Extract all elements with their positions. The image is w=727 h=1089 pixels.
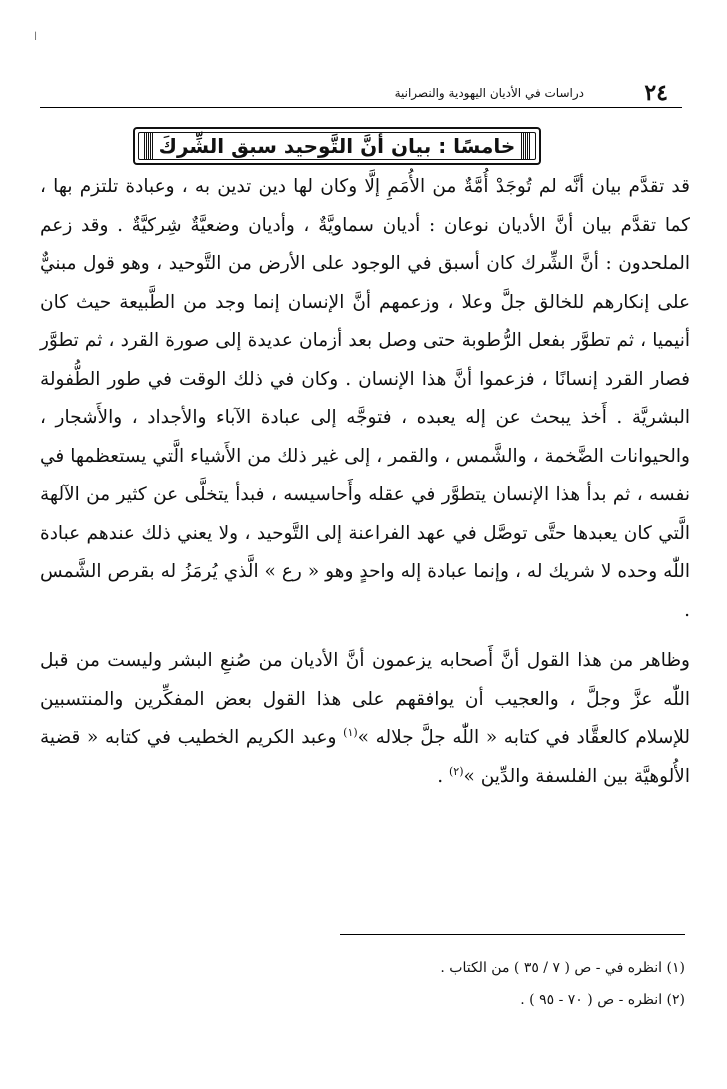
footnote-1: (١) انظره في - ص ( ٧ / ٣٥ ) من الكتاب . — [440, 960, 685, 976]
stray-mark: ا — [34, 30, 38, 43]
body-text — [40, 168, 690, 796]
decorative-bar-right — [521, 133, 530, 159]
decorative-bar-left — [144, 133, 153, 159]
footnote-ref-1: (١) — [343, 725, 358, 739]
section-heading-box — [133, 127, 541, 165]
paragraph-1: قد تقدَّم بيان أنَّه لم تُوجَدْ أُمَّةٌ من الأُمَمِ إلَّا وكان لها دين تدين به ، وعبادة تلتزم بها ، كما تقدَّم بيان أنَّ الأديان نوعان : أديان سماويَّةٌ ، وأديان وضعيَّةٌ شِركيَّةٌ . وقد زعم الملحدون : أنَّ الشِّرك كان أسبق في الوجود على الأرض من التَّوحيد ، وهو قول مبنيٌّ على إنكارهم للخالق جلَّ وعلا ، وزعمهم أنَّ الإنسان إنما وجد من الطَّبيعة حيث كان أنيميا ، ثم تطوَّر بفعل الرُّطوبة حتى وصل بعد أزمان عديدة إلى صورة القرد ، ثم تطوَّر فصار القرد إنسانًا ، فزعموا أنَّ هذا الإنسان . وكان في ذلك الوقت في طور الطُّفولة البشريَّة . أَخذ يبحث عن إله يعبده ، فتوجَّه إلى عبادة الآباء والأجداد ، والأَشجار ، والحيوانات الضَّخمة ، والشَّمس ، والقمر ، إلى غير ذلك من الأَشياء الَّتي يستعظمها في نفسه ، ثم بدأ هذا الإنسان يتطوَّر في عقله وأَحاسيسه ، فبدأ يتخلَّى عن كثير من الآلهة الَّتي كان يعبدها حتَّى توصَّل في عهد الفراعنة إلى التَّوحيد ، ولا يعني ذلك عندهم عبادة اللّٰه وحده لا شريك له ، وإنما عبادة إله واحدٍ وهو « رع » الَّذي يُرمَزُ له بقرص الشَّمس . — [40, 176, 690, 621]
running-book-title: دراسات في الأديان اليهودية والنصرانية — [394, 86, 584, 100]
paragraph-2-end: . — [437, 765, 449, 787]
footnotes — [40, 952, 685, 1016]
paragraph-2-part-1: وظاهر من هذا القول أنَّ أَصحابه يزعمون أنَّ الأديان من صُنعِ البشر وليست من قبل اللّٰه عزَّ وجلَّ ، والعجيب أن يوافقهم على هذا القول بعض المفكِّرين والمنتسبين للإسلام كالعقَّاد في كتابه « اللّٰه جلَّ جلاله » — [40, 650, 690, 748]
footnote-2: (٢) انظره - ص ( ٧٠ - ٩٥ ) . — [520, 992, 685, 1008]
paragraph-2-part-2: وعبد الكريم الخطيب في كتابه « قضية الأُلوهيَّة بين الفلسفة والدِّين » — [40, 727, 690, 787]
header-rule — [40, 107, 682, 108]
footnote-separator — [340, 934, 685, 935]
footnote-ref-2: (٢) — [448, 764, 464, 778]
paragraph-2 — [40, 642, 690, 796]
page-number: ٢٤ — [644, 80, 668, 106]
page-header — [40, 80, 682, 106]
section-heading: خامسًا : بيان أنَّ التَّوحيد سبق الشِّركَ — [158, 134, 516, 158]
